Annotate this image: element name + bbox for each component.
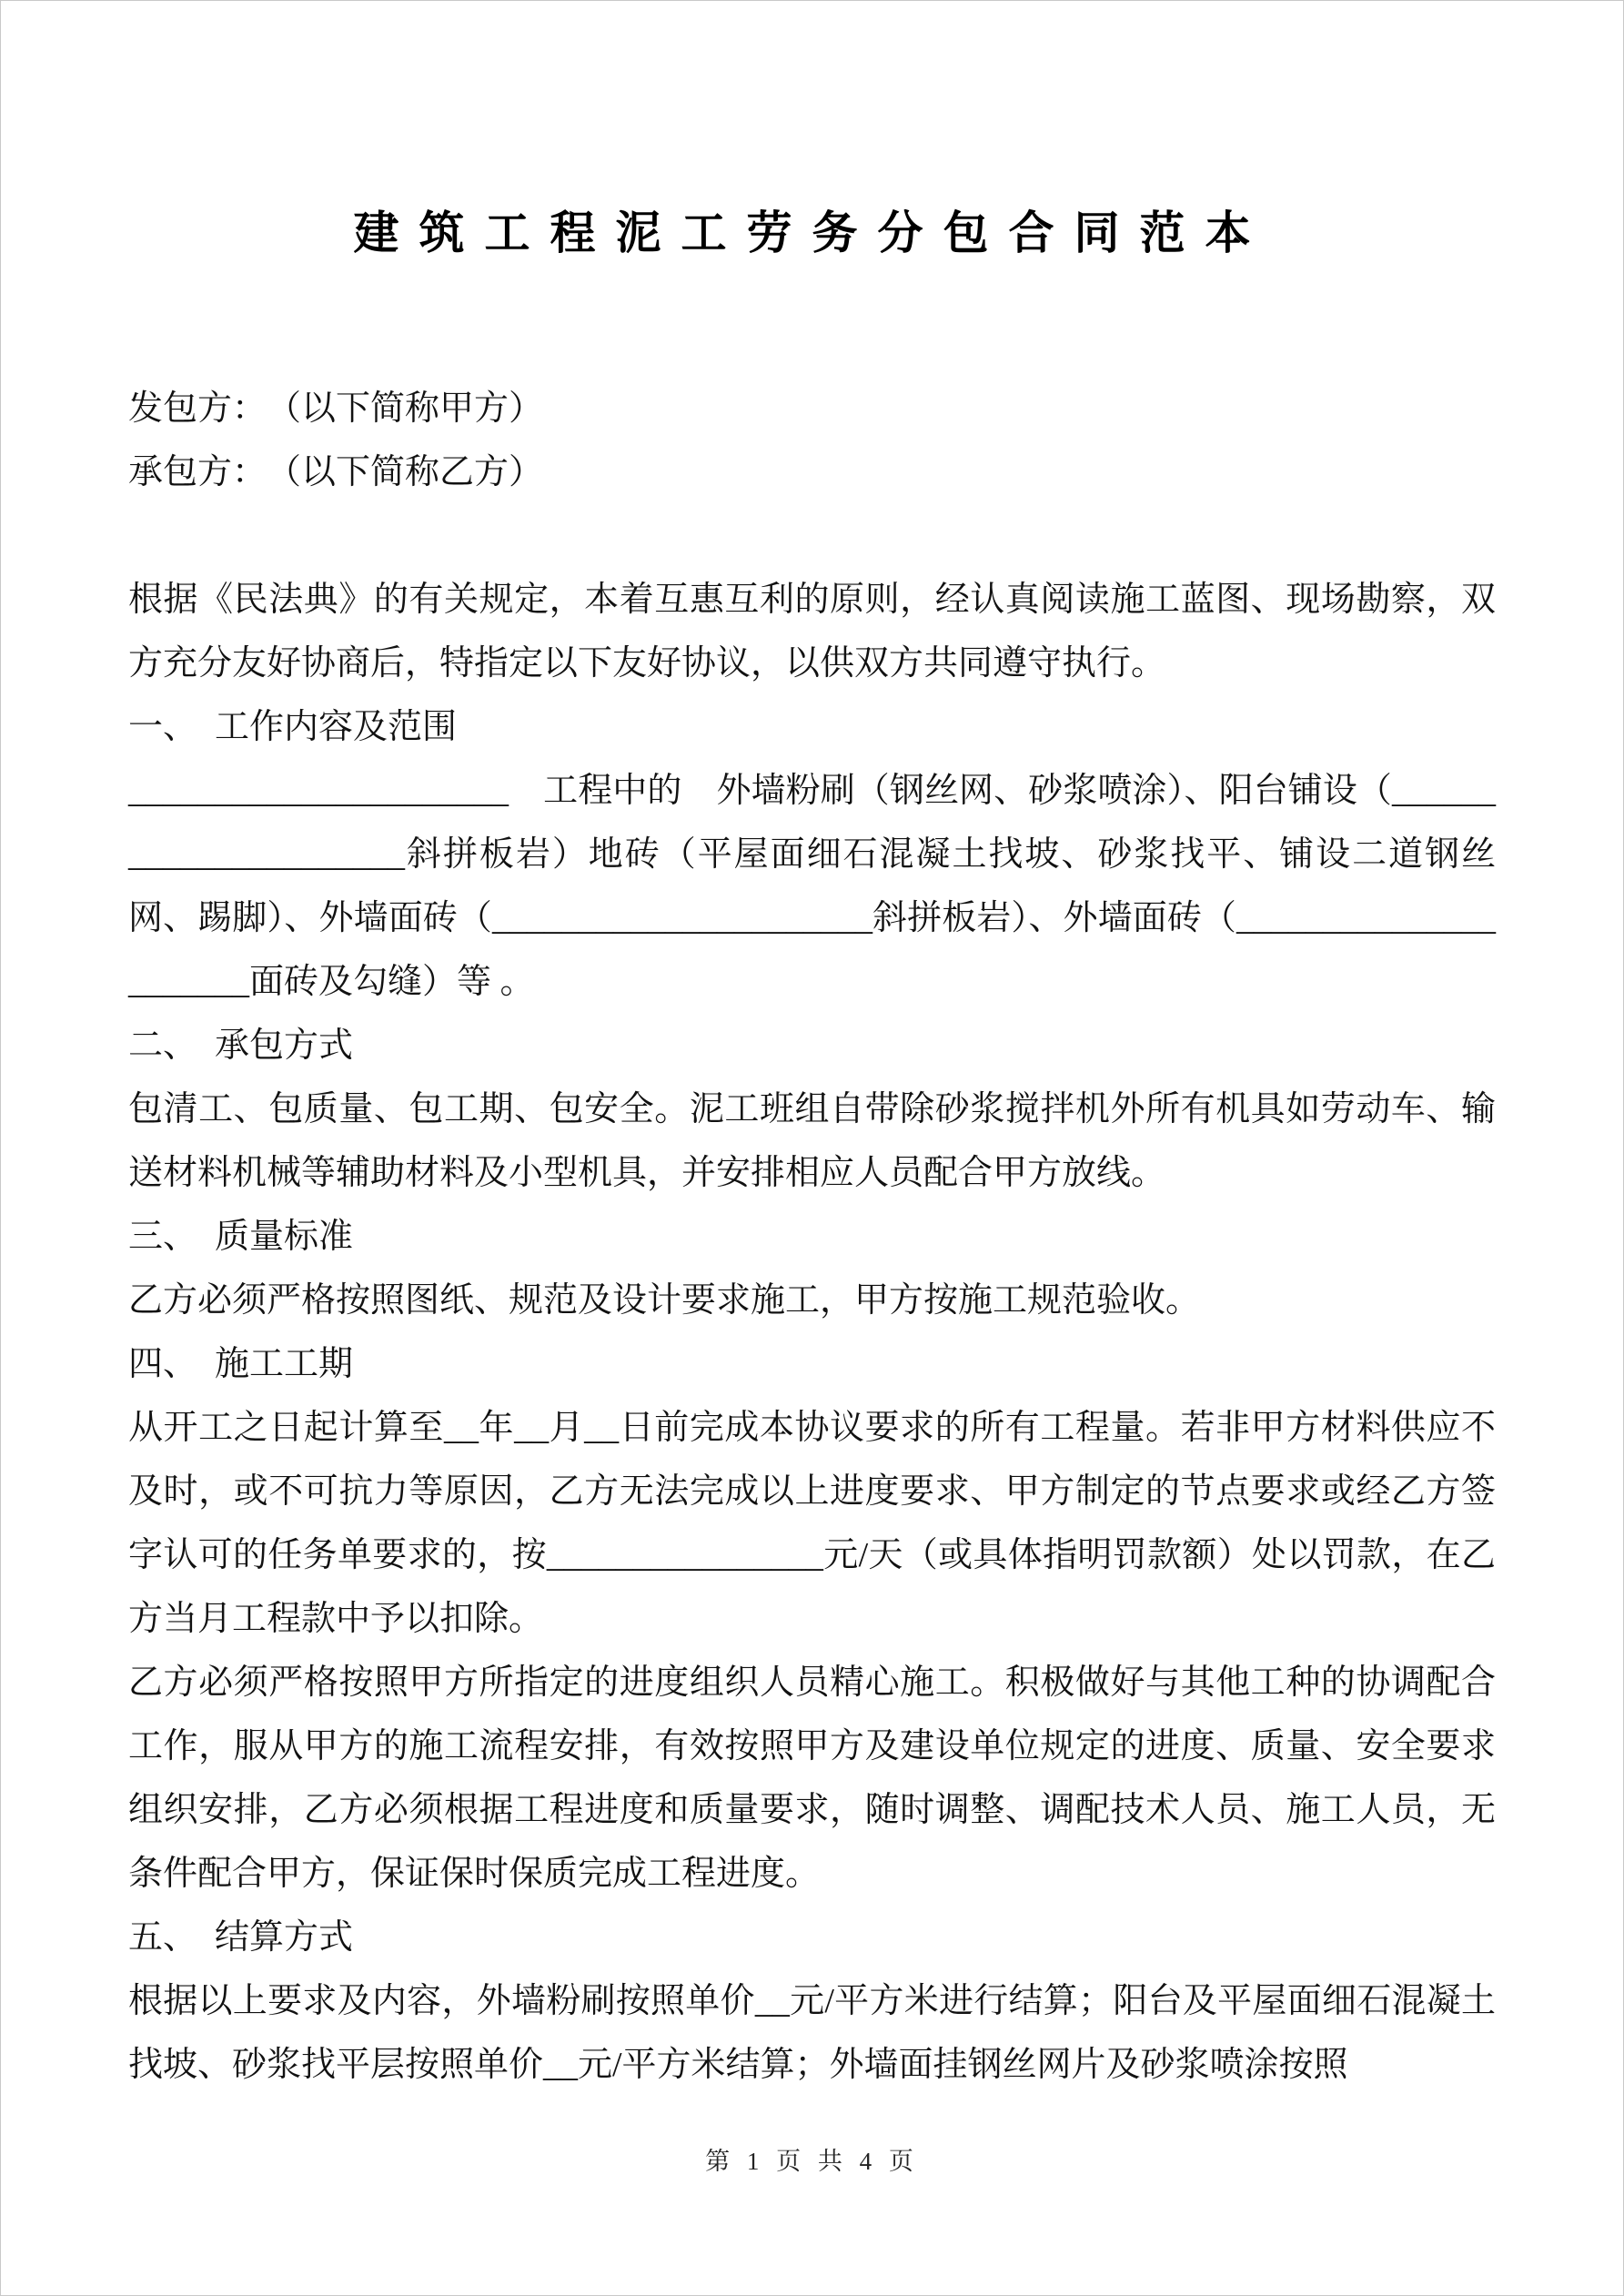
document-title: 建筑工程泥工劳务分包合同范本 <box>353 207 1271 258</box>
paragraph: 乙方必须严格按照图纸、规范及设计要求施工，甲方按施工规范验收。 <box>128 1281 1201 1320</box>
paragraph: 四、 施工工期 <box>128 1345 354 1383</box>
paragraph: 二、 承包方式 <box>128 1027 354 1065</box>
page-footer: 第 1 页 共 4 页 <box>705 2148 919 2175</box>
paragraph: ______________________ 工程中的 外墙粉刷（钢丝网、砂浆喷涂）、阳台铺设（______________________斜拼板岩）地砖（平屋面细石混凝土找坡、砂浆找平、铺设二道钢丝网、踢脚）、外墙面砖（______________________斜拼板岩）、外墙面砖（______________________面砖及勾缝）等 。 <box>128 772 1496 1001</box>
paragraph: 根据以上要求及内容，外墙粉刷按照单价__元/平方米进行结算；阳台及平屋面细石混凝土找坡、砂浆找平层按照单价__元/平方米结算；外墙面挂钢丝网片及砂浆喷涂按照 <box>128 1982 1496 2084</box>
paragraph: 发包方： （以下简称甲方） <box>128 389 544 428</box>
document-body <box>1 260 1623 2097</box>
paragraph: 乙方必须严格按照甲方所指定的进度组织人员精心施工。积极做好与其他工种的协调配合工作，服从甲方的施工流程安排，有效按照甲方及建设单位规定的进度、质量、安全要求组织安排，乙方必须根据工程进度和质量要求，随时调整、调配技术人员、施工人员，无条件配合甲方，保证保时保质完成工程进度。 <box>128 1664 1496 1893</box>
paragraph: 包清工、包质量、包工期、包安全。泥工班组自带除砂浆搅拌机外所有机具如劳动车、输送材料机械等辅助材料及小型机具，并安排相应人员配合甲方放线。 <box>128 1090 1496 1192</box>
paragraph: 一、 工作内容及范围 <box>128 708 458 746</box>
paragraph: 五、 结算方式 <box>128 1918 354 1957</box>
paragraph: 承包方： （以下简称乙方） <box>128 453 544 491</box>
paragraph: 根据《民法典》的有关规定，本着互惠互利的原则，经认真阅读施工蓝图、现场勘察，双方充分友好协商后，特指定以下友好协议，以供双方共同遵守执行。 <box>128 581 1496 683</box>
paragraph <box>128 504 1496 568</box>
paragraph: 从开工之日起计算至__年__月__日前完成本协议要求的所有工程量。若非甲方材料供应不及时，或不可抗力等原因，乙方无法完成以上进度要求、甲方制定的节点要求或经乙方签字认可的任务单要求的，按________________元/天（或具体指明罚款额）处以罚款，在乙方当月工程款中予以扣除。 <box>128 1409 1496 1638</box>
paragraph: 三、 质量标准 <box>128 1218 354 1256</box>
